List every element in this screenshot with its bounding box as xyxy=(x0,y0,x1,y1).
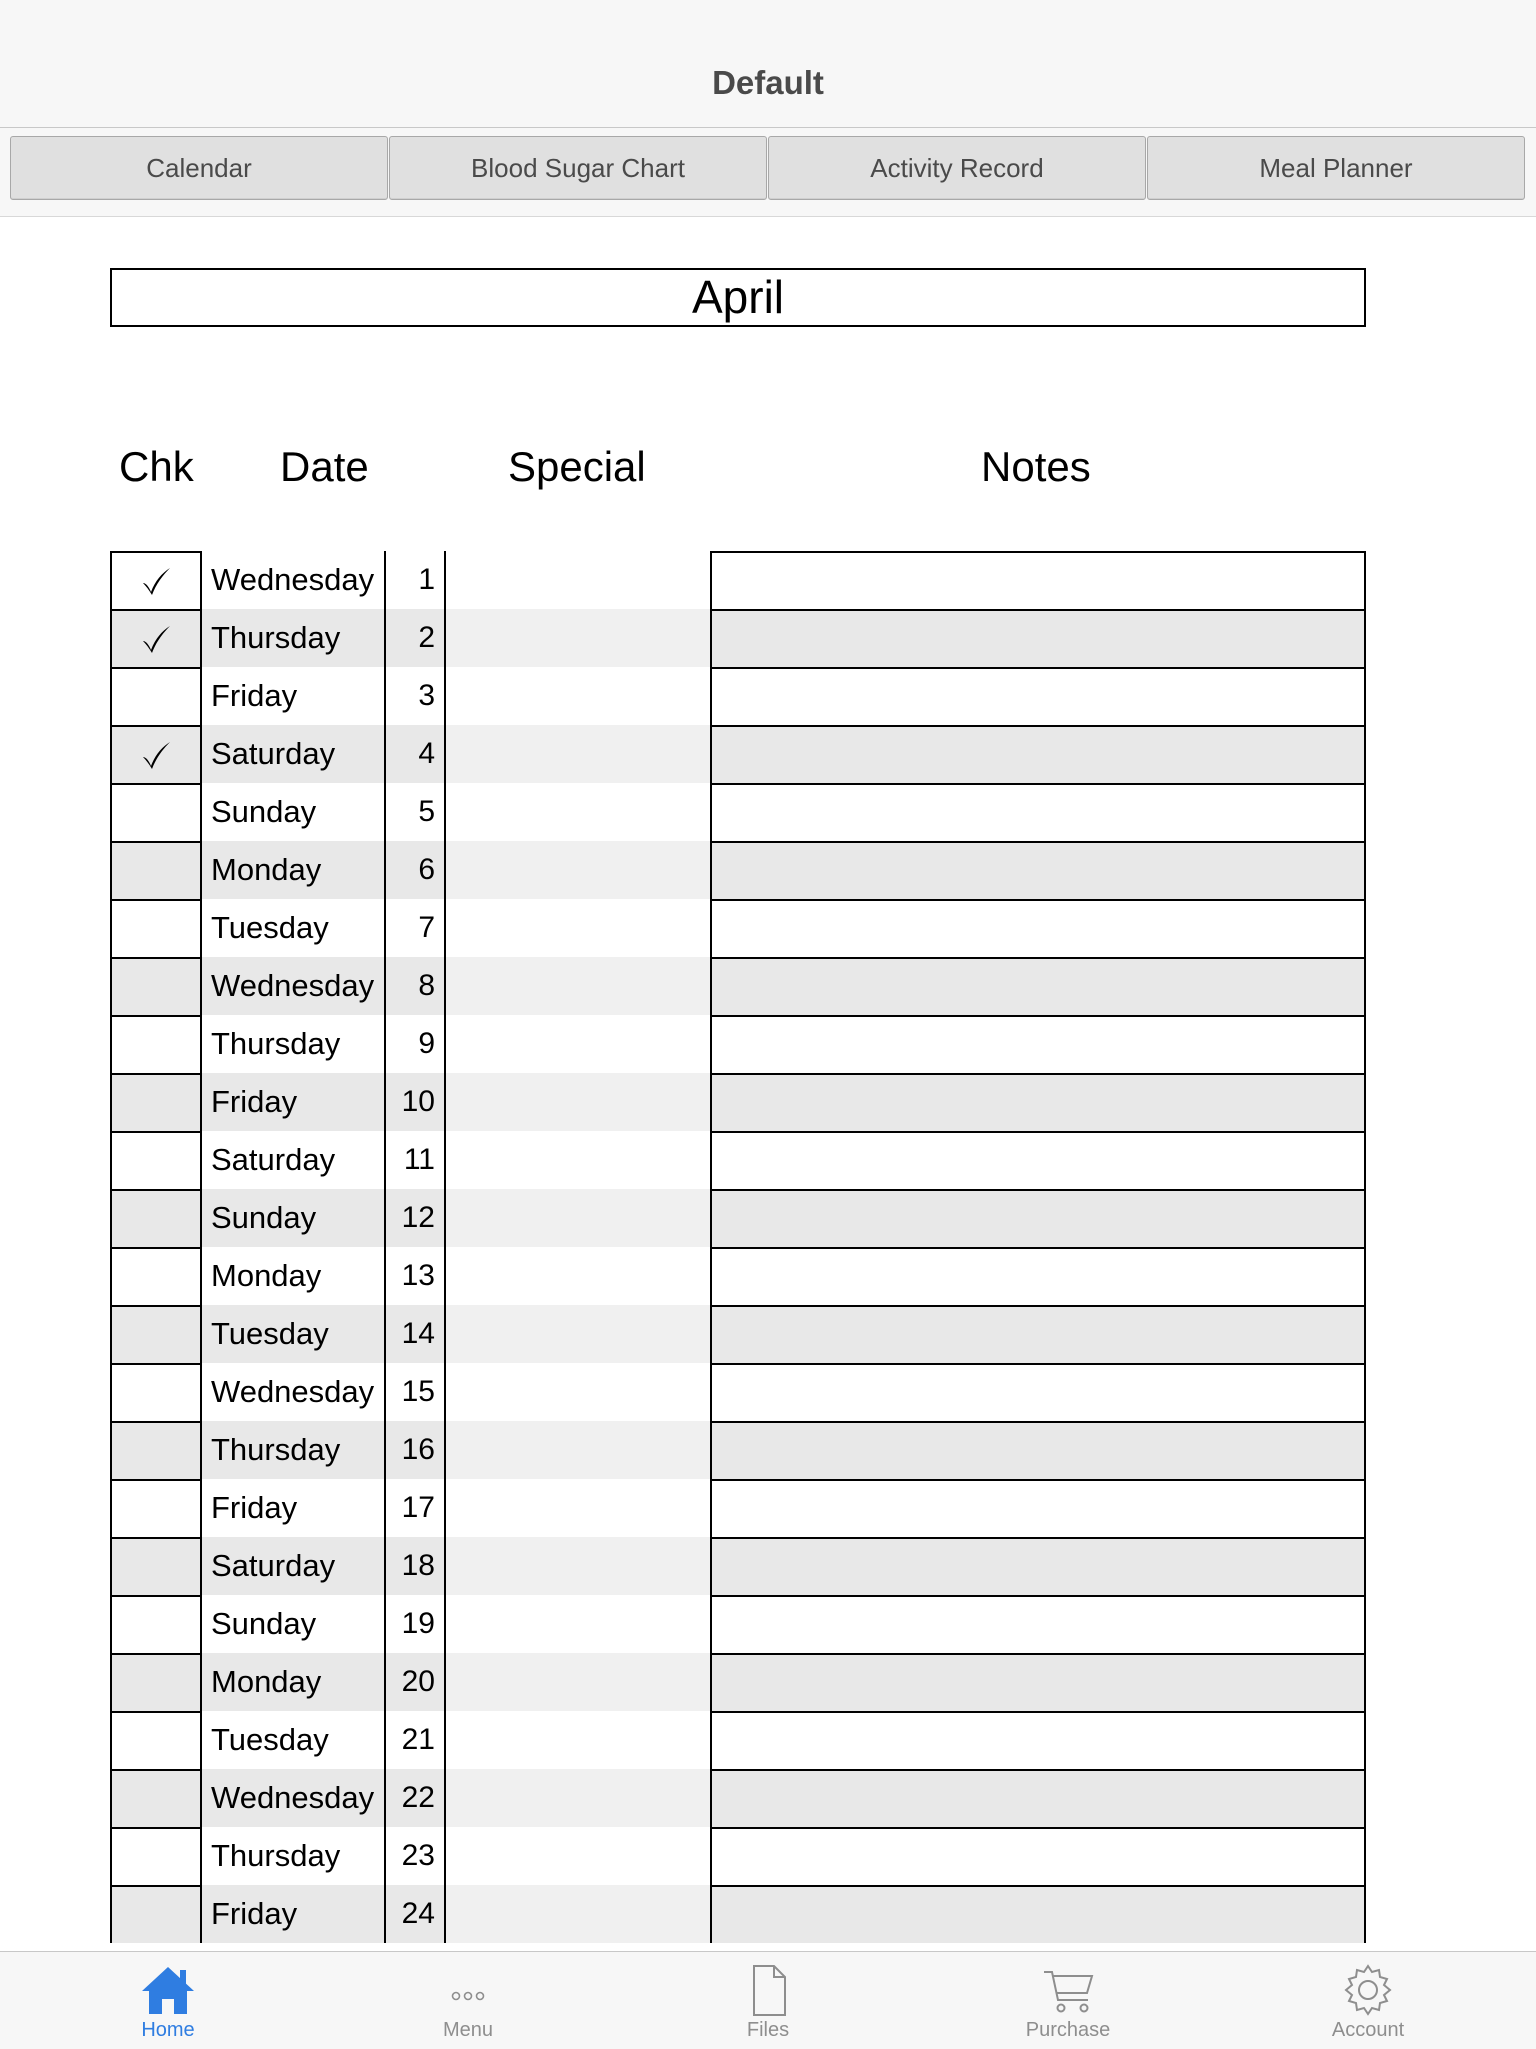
day-name-cell[interactable]: Saturday xyxy=(202,1131,386,1189)
date-number-cell[interactable]: 17 xyxy=(386,1479,446,1537)
special-cell[interactable] xyxy=(446,609,710,667)
check-cell[interactable] xyxy=(110,1189,202,1247)
table-row xyxy=(110,725,1366,783)
date-number-cell[interactable]: 6 xyxy=(386,841,446,899)
cart-icon xyxy=(1038,1962,1098,2018)
table-row xyxy=(110,1189,1366,1247)
check-cell[interactable] xyxy=(110,1247,202,1305)
check-cell[interactable] xyxy=(110,783,202,841)
special-cell[interactable] xyxy=(446,1073,710,1131)
check-cell[interactable] xyxy=(110,551,202,609)
special-cell[interactable] xyxy=(446,1015,710,1073)
notes-cell[interactable] xyxy=(710,1189,1366,1247)
notes-cell[interactable] xyxy=(710,783,1366,841)
date-number-cell[interactable]: 2 xyxy=(386,609,446,667)
day-name-cell[interactable]: Thursday xyxy=(202,609,386,667)
date-number-cell[interactable]: 23 xyxy=(386,1827,446,1885)
special-cell[interactable] xyxy=(446,1769,710,1827)
special-cell[interactable] xyxy=(446,1363,710,1421)
bottom-tab-account[interactable] xyxy=(1268,1952,1468,2049)
table-row xyxy=(110,1711,1366,1769)
checkmark-icon xyxy=(112,727,200,783)
date-number-cell[interactable]: 4 xyxy=(386,725,446,783)
bottom-tab-label: Account xyxy=(1331,2019,1405,2041)
notes-cell[interactable] xyxy=(710,1711,1366,1769)
special-cell[interactable] xyxy=(446,1421,710,1479)
day-name-cell[interactable]: Tuesday xyxy=(202,1305,386,1363)
table-row xyxy=(110,1073,1366,1131)
day-name-cell[interactable]: Tuesday xyxy=(202,1711,386,1769)
notes-cell[interactable] xyxy=(710,1769,1366,1827)
date-number-cell[interactable]: 18 xyxy=(386,1537,446,1595)
special-cell[interactable] xyxy=(446,1537,710,1595)
table-row xyxy=(110,1537,1366,1595)
check-cell[interactable] xyxy=(110,1769,202,1827)
date-number-cell[interactable]: 7 xyxy=(386,899,446,957)
date-number-cell[interactable]: 9 xyxy=(386,1015,446,1073)
check-cell[interactable] xyxy=(110,1073,202,1131)
notes-cell[interactable] xyxy=(710,1595,1366,1653)
date-number-cell[interactable]: 1 xyxy=(386,551,446,609)
notes-cell[interactable] xyxy=(710,1015,1366,1073)
date-number-cell[interactable]: 19 xyxy=(386,1595,446,1653)
day-name-cell[interactable]: Wednesday xyxy=(202,1363,386,1421)
day-name-cell[interactable]: Monday xyxy=(202,1653,386,1711)
table-row xyxy=(110,1653,1366,1711)
special-cell[interactable] xyxy=(446,725,710,783)
more-icon xyxy=(438,1962,498,2018)
table-row xyxy=(110,1827,1366,1885)
notes-cell[interactable] xyxy=(710,551,1366,609)
day-name-cell[interactable]: Saturday xyxy=(202,725,386,783)
date-number-cell[interactable]: 21 xyxy=(386,1711,446,1769)
bottom-tab-label: Home xyxy=(141,2019,195,2041)
check-cell[interactable] xyxy=(110,1537,202,1595)
table-row xyxy=(110,1247,1366,1305)
notes-cell[interactable] xyxy=(710,1421,1366,1479)
column-header-notes: Notes xyxy=(981,443,1091,490)
special-cell[interactable] xyxy=(446,783,710,841)
table-row xyxy=(110,1479,1366,1537)
table-row xyxy=(110,1595,1366,1653)
tab-meal-planner[interactable]: Meal Planner xyxy=(1147,136,1525,200)
check-cell[interactable] xyxy=(110,1131,202,1189)
table-row xyxy=(110,1421,1366,1479)
date-number-cell[interactable]: 22 xyxy=(386,1769,446,1827)
date-number-cell[interactable]: 16 xyxy=(386,1421,446,1479)
notes-cell[interactable] xyxy=(710,667,1366,725)
check-cell[interactable] xyxy=(110,1305,202,1363)
special-cell[interactable] xyxy=(446,667,710,725)
page-title: Default xyxy=(712,64,824,101)
special-cell[interactable] xyxy=(446,551,710,609)
table-row xyxy=(110,841,1366,899)
table-row xyxy=(110,1015,1366,1073)
bottom-tab-menu[interactable] xyxy=(368,1952,568,2049)
special-cell[interactable] xyxy=(446,1305,710,1363)
bottom-tab-bar xyxy=(0,1951,1536,2049)
table-row xyxy=(110,1131,1366,1189)
day-name-cell[interactable]: Friday xyxy=(202,667,386,725)
check-cell[interactable] xyxy=(110,1479,202,1537)
table-row xyxy=(110,783,1366,841)
notes-cell[interactable] xyxy=(710,725,1366,783)
date-number-cell[interactable]: 10 xyxy=(386,1073,446,1131)
day-name-cell[interactable]: Monday xyxy=(202,1247,386,1305)
check-cell[interactable] xyxy=(110,1827,202,1885)
special-cell[interactable] xyxy=(446,1711,710,1769)
month-title: April xyxy=(110,268,1366,327)
day-name-cell[interactable]: Friday xyxy=(202,1479,386,1537)
notes-cell[interactable] xyxy=(710,1363,1366,1421)
special-cell[interactable] xyxy=(446,1131,710,1189)
special-cell[interactable] xyxy=(446,1189,710,1247)
check-cell[interactable] xyxy=(110,1885,202,1943)
check-cell[interactable] xyxy=(110,1421,202,1479)
tab-blood-sugar-chart[interactable]: Blood Sugar Chart xyxy=(389,136,767,200)
day-name-cell[interactable]: Wednesday xyxy=(202,1769,386,1827)
table-row xyxy=(110,609,1366,667)
date-number-cell[interactable]: 20 xyxy=(386,1653,446,1711)
check-cell[interactable] xyxy=(110,1015,202,1073)
notes-cell[interactable] xyxy=(710,957,1366,1015)
date-number-cell[interactable]: 13 xyxy=(386,1247,446,1305)
date-number-cell[interactable]: 14 xyxy=(386,1305,446,1363)
bottom-tab-files[interactable] xyxy=(668,1952,868,2049)
notes-cell[interactable] xyxy=(710,1653,1366,1711)
home-icon xyxy=(138,1962,198,2018)
notes-cell[interactable] xyxy=(710,1247,1366,1305)
special-cell[interactable] xyxy=(446,1595,710,1653)
check-cell[interactable] xyxy=(110,841,202,899)
notes-cell[interactable] xyxy=(710,609,1366,667)
table-row xyxy=(110,1305,1366,1363)
table-row xyxy=(110,1363,1366,1421)
day-name-cell[interactable]: Wednesday xyxy=(202,551,386,609)
day-name-cell[interactable]: Saturday xyxy=(202,1537,386,1595)
day-name-cell[interactable]: Wednesday xyxy=(202,957,386,1015)
table-row xyxy=(110,551,1366,609)
notes-cell[interactable] xyxy=(710,1537,1366,1595)
checkmark-icon xyxy=(112,553,200,609)
date-number-cell[interactable]: 15 xyxy=(386,1363,446,1421)
bottom-tab-home[interactable] xyxy=(68,1952,268,2049)
special-cell[interactable] xyxy=(446,1479,710,1537)
day-name-cell[interactable]: Thursday xyxy=(202,1015,386,1073)
special-cell[interactable] xyxy=(446,957,710,1015)
check-cell[interactable] xyxy=(110,1363,202,1421)
day-name-cell[interactable]: Sunday xyxy=(202,1189,386,1247)
bottom-tab-purchase[interactable] xyxy=(968,1952,1168,2049)
gear-icon xyxy=(1338,1962,1398,2018)
check-cell[interactable] xyxy=(110,899,202,957)
special-cell[interactable] xyxy=(446,841,710,899)
day-name-cell[interactable]: Sunday xyxy=(202,1595,386,1653)
column-header-special: Special xyxy=(508,443,646,490)
date-number-cell[interactable]: 11 xyxy=(386,1131,446,1189)
day-table xyxy=(110,551,1366,1951)
bottom-tab-label: Files xyxy=(746,2019,790,2041)
notes-cell[interactable] xyxy=(710,1885,1366,1943)
bottom-tab-label: Menu xyxy=(442,2019,494,2041)
notes-cell[interactable] xyxy=(710,1479,1366,1537)
special-cell[interactable] xyxy=(446,899,710,957)
notes-cell[interactable] xyxy=(710,1073,1366,1131)
date-number-cell[interactable]: 8 xyxy=(386,957,446,1015)
check-cell[interactable] xyxy=(110,1711,202,1769)
bottom-tab-label: Purchase xyxy=(1025,2019,1111,2041)
table-row xyxy=(110,899,1366,957)
check-cell[interactable] xyxy=(110,957,202,1015)
day-name-cell[interactable]: Friday xyxy=(202,1885,386,1943)
day-name-cell[interactable]: Friday xyxy=(202,1073,386,1131)
notes-cell[interactable] xyxy=(710,1131,1366,1189)
table-row xyxy=(110,957,1366,1015)
check-cell[interactable] xyxy=(110,725,202,783)
date-number-cell[interactable]: 5 xyxy=(386,783,446,841)
column-header-date: Date xyxy=(280,443,369,490)
special-cell[interactable] xyxy=(446,1827,710,1885)
notes-cell[interactable] xyxy=(710,1305,1366,1363)
check-cell[interactable] xyxy=(110,1653,202,1711)
date-number-cell[interactable]: 12 xyxy=(386,1189,446,1247)
date-number-cell[interactable]: 3 xyxy=(386,667,446,725)
sheet-tab-bar xyxy=(0,128,1536,217)
check-cell[interactable] xyxy=(110,609,202,667)
notes-cell[interactable] xyxy=(710,899,1366,957)
checkmark-icon xyxy=(112,611,200,667)
check-cell[interactable] xyxy=(110,1595,202,1653)
table-row xyxy=(110,1769,1366,1827)
day-name-cell[interactable]: Sunday xyxy=(202,783,386,841)
special-cell[interactable] xyxy=(446,1885,710,1943)
file-icon xyxy=(738,1962,798,2018)
day-name-cell[interactable]: Thursday xyxy=(202,1421,386,1479)
day-name-cell[interactable]: Monday xyxy=(202,841,386,899)
navigation-bar xyxy=(0,0,1536,128)
notes-cell[interactable] xyxy=(710,1827,1366,1885)
special-cell[interactable] xyxy=(446,1247,710,1305)
tab-activity-record[interactable]: Activity Record xyxy=(768,136,1146,200)
notes-cell[interactable] xyxy=(710,841,1366,899)
column-header-chk: Chk xyxy=(119,443,194,490)
date-number-cell[interactable]: 24 xyxy=(386,1885,446,1943)
special-cell[interactable] xyxy=(446,1653,710,1711)
day-name-cell[interactable]: Thursday xyxy=(202,1827,386,1885)
table-row xyxy=(110,667,1366,725)
table-row xyxy=(110,1885,1366,1943)
day-name-cell[interactable]: Tuesday xyxy=(202,899,386,957)
check-cell[interactable] xyxy=(110,667,202,725)
tab-calendar[interactable]: Calendar xyxy=(10,136,388,200)
